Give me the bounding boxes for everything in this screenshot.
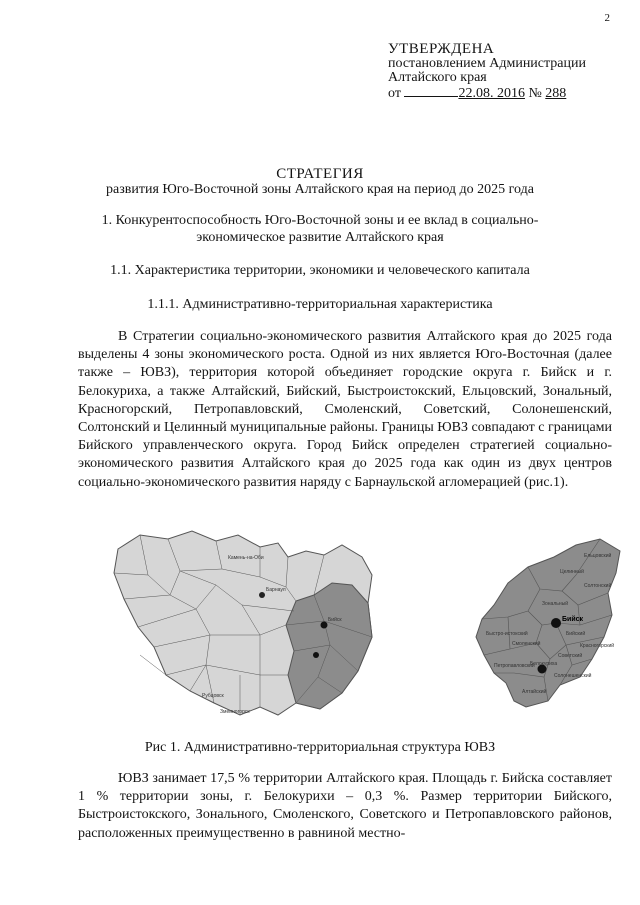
- page-number: 2: [604, 12, 610, 24]
- zmeinogorsk-label: Змеиногорск: [220, 709, 250, 715]
- soltonsky-label: Солтонский: [584, 583, 612, 589]
- sovetsky-label: Советский: [558, 653, 583, 659]
- petropavlovsky-label: Петропавловский: [494, 663, 535, 669]
- approval-line-2: Алтайского края: [388, 70, 487, 85]
- approval-number-label: №: [528, 86, 542, 101]
- paragraph-2: ЮВЗ занимает 17,5 % территории Алтайского края. Площадь г. Бийска составляет 1 % территории зоны, г. Белокурихи – 0,3 %. Размер территории Бийского, Быстроистокского, Зонального, Смоленского, Советского и Петропавловского районов, расположенных преимущественно в равниной местно-: [78, 771, 612, 841]
- approval-date: 22.08. 2016: [458, 86, 525, 101]
- altaisky-label: Алтайский: [522, 689, 547, 695]
- eltsovsky-label: Ельцовский: [584, 553, 612, 559]
- approval-from-label: от: [388, 86, 401, 101]
- section-1-1-heading: 1.1. Характеристика территории, экономики и человеческого капитала: [110, 263, 530, 278]
- belokurikha-label-right: Белокуриха: [530, 661, 558, 667]
- document-title: СТРАТЕГИЯ: [276, 166, 364, 182]
- soloneshensky-label: Солонешенский: [554, 673, 592, 679]
- section-1-1-1-heading: 1.1.1. Административно-территориальная характеристика: [147, 297, 493, 312]
- approval-number: 288: [545, 86, 567, 101]
- biysk-label-right: Бийск: [562, 616, 584, 623]
- maps-svg: [110, 525, 630, 727]
- kamen-label: Камень-на-Оби: [228, 555, 264, 561]
- approval-line-1: постановлением Администрации: [388, 56, 586, 71]
- biysky-label: Бийский: [566, 631, 586, 637]
- zonalny-label: Зональный: [542, 601, 569, 607]
- section-1-heading-line-1: 1. Конкурентоспособность Юго-Восточной зоны и ее вклад в социально-: [101, 213, 539, 228]
- approval-blank: [404, 85, 458, 97]
- barnaul-label: Барнаул: [266, 587, 286, 593]
- tselinny-label: Целинный: [560, 569, 584, 575]
- zone-outline-large: [476, 539, 620, 707]
- figure-maps: [110, 525, 630, 727]
- approval-heading: УТВЕРЖДЕНА: [388, 41, 495, 57]
- altai-krai-map: [114, 531, 372, 715]
- krasnogorsky-label: Красногорский: [580, 643, 615, 649]
- approval-block: [388, 42, 628, 101]
- smolensky-label: Смоленский: [512, 641, 541, 647]
- biysk-marker-left: [321, 622, 328, 629]
- bystroistoksky-label: Быстро-истокский: [486, 631, 528, 637]
- biysk-label-left: Бийск: [328, 617, 342, 623]
- rubtsovsk-label: Рубцовск: [202, 693, 224, 699]
- zone-outline: [286, 583, 372, 709]
- section-1-heading-line-2: экономическое развитие Алтайского края: [196, 230, 444, 245]
- barnaul-marker: [259, 592, 265, 598]
- paragraph-1: В Стратегии социально-экономического развития Алтайского края до 2025 года выделены 4 зоны экономического роста. Одной из них является Юго-Восточная (далее также – ЮВЗ), территория которой объединяет городские округа г. Бийск и г. Белокуриха, а также Алтайский, Бийский, Быстроистокский, Ельцовский, Зональный, Красногорский, Петропавловский, Смоленский, Советский, Солонешенский, Солтонский и Целинный муниципальные районы. Границы ЮВЗ совпадают с границами Бийского управленческого округа. Город Бийск определен стратегией социально-экономического развития Алтайского края до 2025 года как один из двух центров социально-экономического развития наряду с Барнаульской агломерацией (рис.1).: [78, 329, 613, 490]
- figure-caption: Рис 1. Административно-территориальная структура ЮВЗ: [144, 740, 496, 755]
- belokurikha-marker-left: [313, 652, 319, 658]
- biysk-marker-right: [551, 618, 561, 628]
- south-east-zone-map: [476, 539, 620, 707]
- approval-date-line: [388, 85, 628, 101]
- document-subtitle: развития Юго-Восточной зоны Алтайского края на период до 2025 года: [105, 182, 534, 197]
